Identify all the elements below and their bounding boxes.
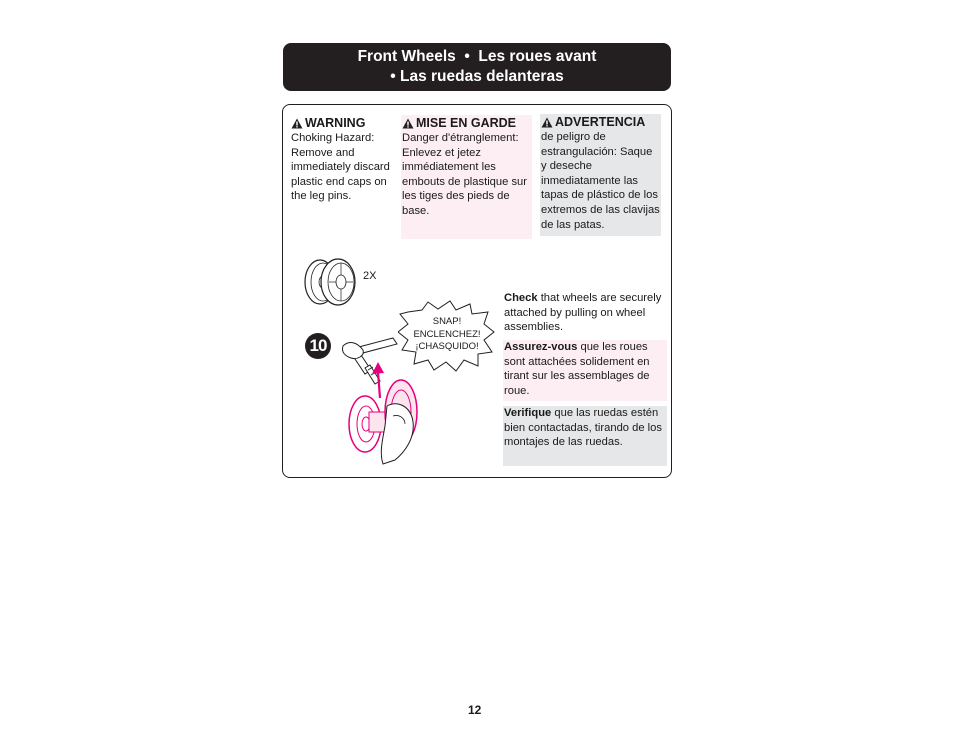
section-header	[283, 43, 671, 91]
page-number: 12	[468, 703, 482, 717]
warning-title-es: ADVERTENCIA	[541, 114, 661, 130]
snap-text-en: SNAP!	[432, 316, 462, 327]
header-title-line1: Front Wheels • Les roues avant	[357, 48, 597, 65]
warning-body-en: Choking Hazard: Remove and immediately discard plastic end caps on the leg pins.	[291, 132, 390, 203]
quantity-label: 2X	[363, 270, 377, 282]
instruction-body-es: que las ruedas estén bien contactadas, tirando de los montajes de las ruedas.	[504, 407, 662, 449]
warning-english	[291, 115, 395, 204]
instruction-body-en: that wheels are securely attached by pulling on wheel assemblies.	[504, 292, 662, 334]
instruction-spanish	[503, 406, 667, 466]
instruction-body-fr: que les roues sont attachées solidement en tirant sur les assemblages de roue.	[504, 341, 650, 397]
instruction-lead-fr: Assurez-vous	[504, 341, 578, 353]
warning-spanish	[540, 114, 661, 236]
wheel-assembly-illustration	[335, 326, 445, 466]
snap-text-es: ¡CHASQUIDO!	[415, 341, 479, 352]
instruction-french	[503, 340, 667, 401]
warning-triangle-icon	[541, 117, 553, 128]
two-wheels-illustration	[302, 255, 360, 307]
warning-title-fr: MISE EN GARDE	[402, 115, 532, 131]
step-number-badge: 10	[305, 333, 331, 359]
warning-triangle-icon	[291, 118, 303, 129]
instruction-lead-es: Verifique	[504, 407, 552, 419]
warning-title-en: WARNING	[291, 115, 395, 131]
snap-text-fr: ENCLENCHEZ!	[413, 328, 481, 340]
instruction-lead-en: Check	[504, 292, 538, 304]
warning-triangle-icon	[402, 118, 414, 129]
instruction-english	[504, 291, 664, 335]
header-title-line2: • Las ruedas delanteras	[390, 68, 564, 85]
warning-body-es: de peligro de estrangulación: Saque y deseche inmediatamente las tapas de plástico de los extremos de las clavijas de las patas.	[541, 131, 660, 231]
warning-french	[401, 115, 532, 239]
warning-body-fr: Danger d'étranglement: Enlevez et jetez immédiatement les embouts de plastique sur les tiges des pieds de base.	[402, 132, 528, 217]
